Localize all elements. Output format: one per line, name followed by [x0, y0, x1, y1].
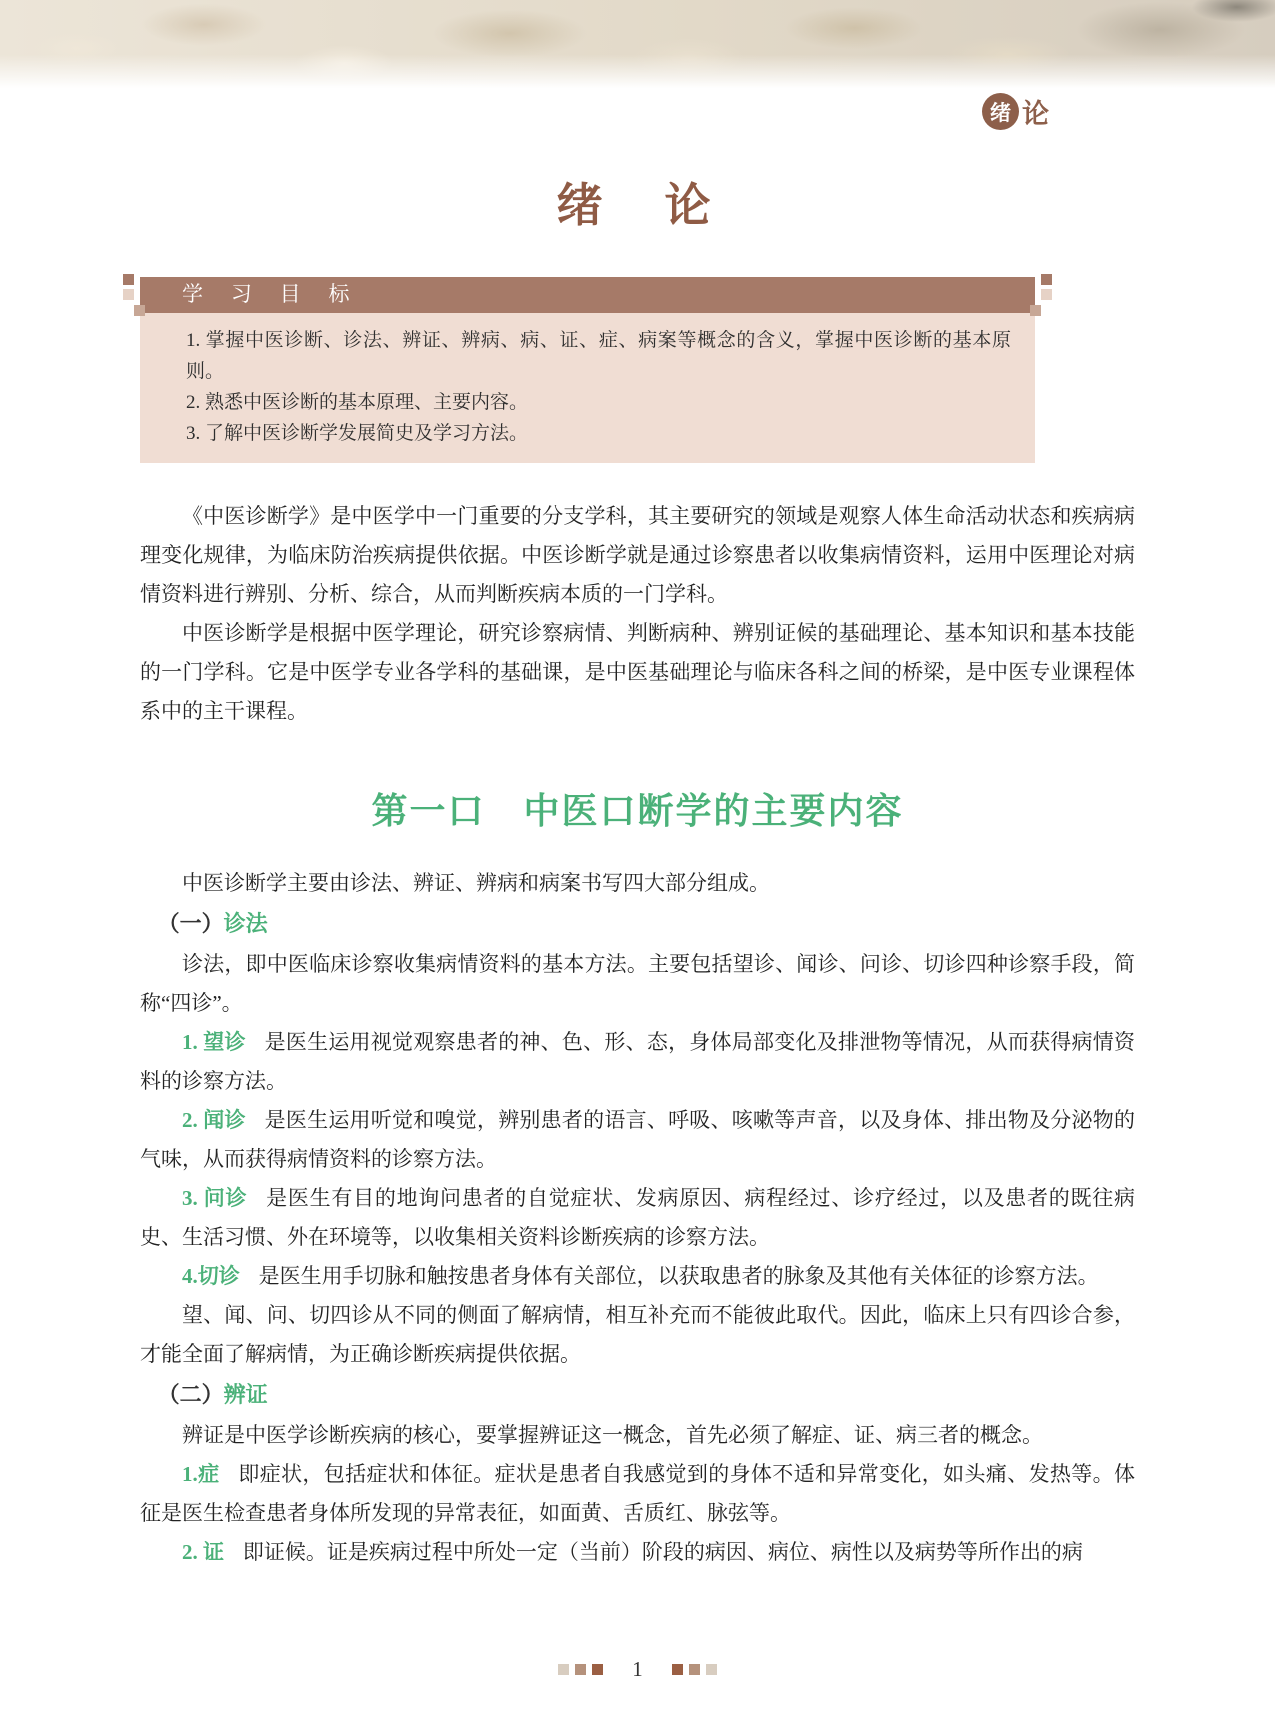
bar-deco-square	[123, 289, 134, 300]
objectives-header-label: 学 习 目 标	[182, 283, 361, 307]
item-wenzhen-ask	[140, 1179, 1135, 1257]
subhead-bianzheng	[140, 1374, 1135, 1416]
item-label: 4.切诊	[182, 1264, 240, 1289]
item-zheng-syndrome	[140, 1533, 1135, 1572]
item-text: 是医生运用视觉观察患者的神、色、形、态，身体局部变化及排泄物等情况，从而获得病情资料的诊察方法。	[140, 1030, 1136, 1094]
page-number: 1	[632, 1657, 643, 1681]
content-column	[0, 277, 1275, 1572]
item-wenzhen-smell	[140, 1101, 1135, 1179]
item-qiezhen	[140, 1257, 1135, 1296]
item-text: 即证候。证是疾病过程中所处一定（当前）阶段的病因、病位、病性以及病势等所作出的病	[242, 1540, 1083, 1565]
intro-paragraph-1: 《中医诊断学》是中医学中一门重要的分支学科，其主要研究的领域是观察人体生命活动状态和疾病病理变化规律，为临床防治疾病提供依据。中医诊断学就是通过诊察患者以收集病情资料，运用中医理论对病情资料进行辨别、分析、综合，从而判断疾病本质的一门学科。	[140, 504, 1135, 607]
footer-ornament-square	[575, 1664, 586, 1675]
chapter-badge-second-char: 论	[1022, 99, 1049, 129]
item-text: 即症状，包括症状和体征。症状是患者自我感觉到的身体不适和异常变化，如头痛、发热等。体征是医生检查患者身体所发现的异常表征，如面黄、舌质红、脉弦等。	[140, 1462, 1136, 1526]
footer-ornament-square	[689, 1664, 700, 1675]
objectives-body	[140, 313, 1035, 463]
bar-deco-square	[134, 305, 145, 316]
bar-deco-square	[123, 274, 134, 285]
footer-ornament-square	[558, 1664, 569, 1675]
chapter-badge-circle-char: 绪	[990, 100, 1011, 125]
section-lead: 中医诊断学主要由诊法、辨证、辨病和病案书写四大部分组成。	[182, 871, 770, 896]
item-label: 2. 闻诊	[182, 1108, 246, 1133]
chapter-badge-circle	[982, 93, 1019, 130]
bar-deco-square	[1041, 289, 1052, 300]
item-text: 是医生有目的地询问患者的自觉症状、发病原因、病程经过、诊疗经过，以及患者的既往病史、生活习惯、外在环境等，以收集相关资料诊断疾病的诊察方法。	[140, 1186, 1136, 1250]
item-wangzhen	[140, 1023, 1135, 1101]
subhead-name: 辨证	[223, 1382, 268, 1408]
item-label: 2. 证	[182, 1540, 224, 1565]
header-texture-band	[0, 0, 1275, 88]
objective-item-3: 3. 了解中医诊断学发展简史及学习方法。	[186, 423, 529, 445]
objectives-box	[140, 277, 1035, 463]
page-footer	[0, 1657, 1275, 1682]
subhead-prefix: （一）	[157, 911, 224, 937]
objective-item-1: 1. 掌握中医诊断、诊法、辨证、辨病、病、证、症、病案等概念的含义，掌握中医诊断的基本原则。	[186, 330, 1011, 383]
intro-block	[140, 497, 1135, 731]
zhenfa-summary: 望、闻、问、切四诊从不同的侧面了解病情，相互补充而不能彼此取代。因此，临床上只有四诊合参，才能全面了解病情，为正确诊断疾病提供依据。	[140, 1303, 1135, 1367]
subhead-prefix: （二）	[157, 1382, 224, 1408]
bar-deco-square	[1041, 274, 1052, 285]
intro-paragraph-2: 中医诊断学是根据中医学理论，研究诊察病情、判断病种、辨别证候的基础理论、基本知识和基本技能的一门学科。它是中医学专业各学科的基础课，是中医基础理论与临床各科之间的桥梁，是中医专业课程体系中的主干课程。	[140, 621, 1135, 724]
zhenfa-intro: 诊法，即中医临床诊察收集病情资料的基本方法。主要包括望诊、闻诊、问诊、切诊四种诊察手段，简称“四诊”。	[140, 952, 1135, 1016]
bar-deco-square	[1030, 305, 1041, 316]
section-title: 第一口 中医口断学的主要内容	[371, 790, 904, 832]
footer-ornament-square	[706, 1664, 717, 1675]
bianzheng-intro: 辨证是中医学诊断疾病的核心，要掌握辨证这一概念，首先必须了解症、证、病三者的概念。	[182, 1423, 1043, 1448]
subhead-zhenfa	[140, 903, 1135, 945]
page-title: 绪 论	[556, 180, 719, 231]
item-label: 3. 问诊	[182, 1186, 248, 1211]
objective-item-2: 2. 熟悉中医诊断的基本原理、主要内容。	[186, 392, 529, 414]
item-label: 1. 望诊	[182, 1030, 246, 1055]
footer-ornament-square	[592, 1664, 603, 1675]
item-label: 1.症	[182, 1462, 220, 1487]
subhead-name: 诊法	[223, 911, 268, 937]
item-zheng-symptom	[140, 1455, 1135, 1533]
objectives-header-bar	[140, 277, 1035, 313]
item-text: 是医生运用听觉和嗅觉，辨别患者的语言、呼吸、咳嗽等声音，以及身体、排出物及分泌物的气味，从而获得病情资料的诊察方法。	[140, 1108, 1136, 1172]
footer-ornament-square	[672, 1664, 683, 1675]
chapter-badge	[982, 92, 1049, 131]
item-text: 是医生用手切脉和触按患者身体有关部位，以获取患者的脉象及其他有关体征的诊察方法。	[258, 1264, 1099, 1289]
